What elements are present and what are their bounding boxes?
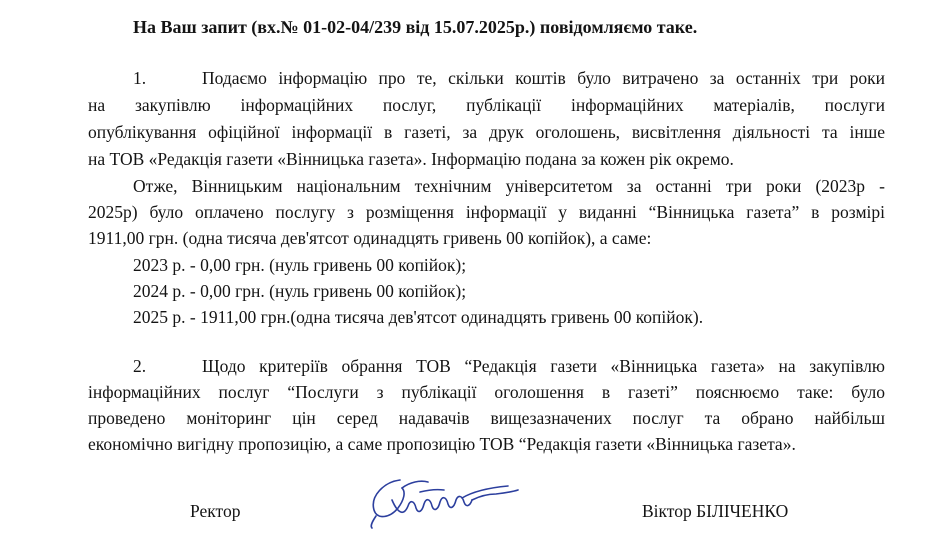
section-2-line-1: Щодо критеріїв обрання ТОВ “Редакція газети «Вінницька газета» на закупівлю — [202, 356, 885, 376]
letter-heading: На Ваш запит (вх.№ 01-02-04/239 від 15.07.2025р.) повідомляємо таке. — [133, 17, 698, 37]
section-1-number: 1. — [133, 68, 147, 88]
section-2-line-3: проведено моніторинг цін серед надавачів вищезазначених послуг та обрано найбільш — [88, 408, 885, 428]
section-2-line-4: економічно вигідну пропозицію, а саме пропозицію ТОВ “Редакція газети «Вінницька газета». — [88, 434, 796, 454]
year-amount-item: 2025 р. - 1911,00 грн.(одна тисяча дев'ятсот одинадцять гривень 00 копійок). — [133, 307, 704, 327]
section-2-number: 2. — [133, 356, 147, 376]
year-amount-item: 2024 р. - 0,00 грн. (нуль гривень 00 копійок); — [133, 281, 467, 301]
section-2-line-2: інформаційних послуг “Послуги з публікації оголошення в газеті” пояснюємо таке: було — [88, 382, 885, 402]
section-1-line-4: на ТОВ «Редакція газети «Вінницька газета». Інформацію подана за кожен рік окремо. — [88, 149, 734, 169]
section-1-line-6: 2025р) було оплачено послугу з розміщення інформації у виданні “Вінницька газета” в розмірі — [88, 202, 885, 222]
section-1-line-2: на закупівлю інформаційних послуг, публікації інформаційних матеріалів, послуги — [88, 95, 885, 115]
section-1-line-7: 1911,00 грн. (одна тисяча дев'ятсот одинадцять гривень 00 копійок), а саме: — [88, 228, 652, 248]
signatory-name: Віктор БІЛІЧЕНКО — [642, 501, 789, 521]
section-1-line-3: опублікування офіційної інформації в газеті, за друк оголошень, висвітлення діяльності та інше — [88, 122, 885, 142]
section-1-line-1: Подаємо інформацію про те, скільки коштів було витрачено за останніх три роки — [202, 68, 885, 88]
signatory-position: Ректор — [190, 501, 241, 521]
handwritten-signature — [362, 470, 532, 532]
signature-strokes — [371, 480, 518, 528]
section-1-line-5: Отже, Вінницьким національним технічним університетом за останні три роки (2023р - — [133, 176, 885, 196]
year-amount-item: 2023 р. - 0,00 грн. (нуль гривень 00 копійок); — [133, 255, 467, 275]
